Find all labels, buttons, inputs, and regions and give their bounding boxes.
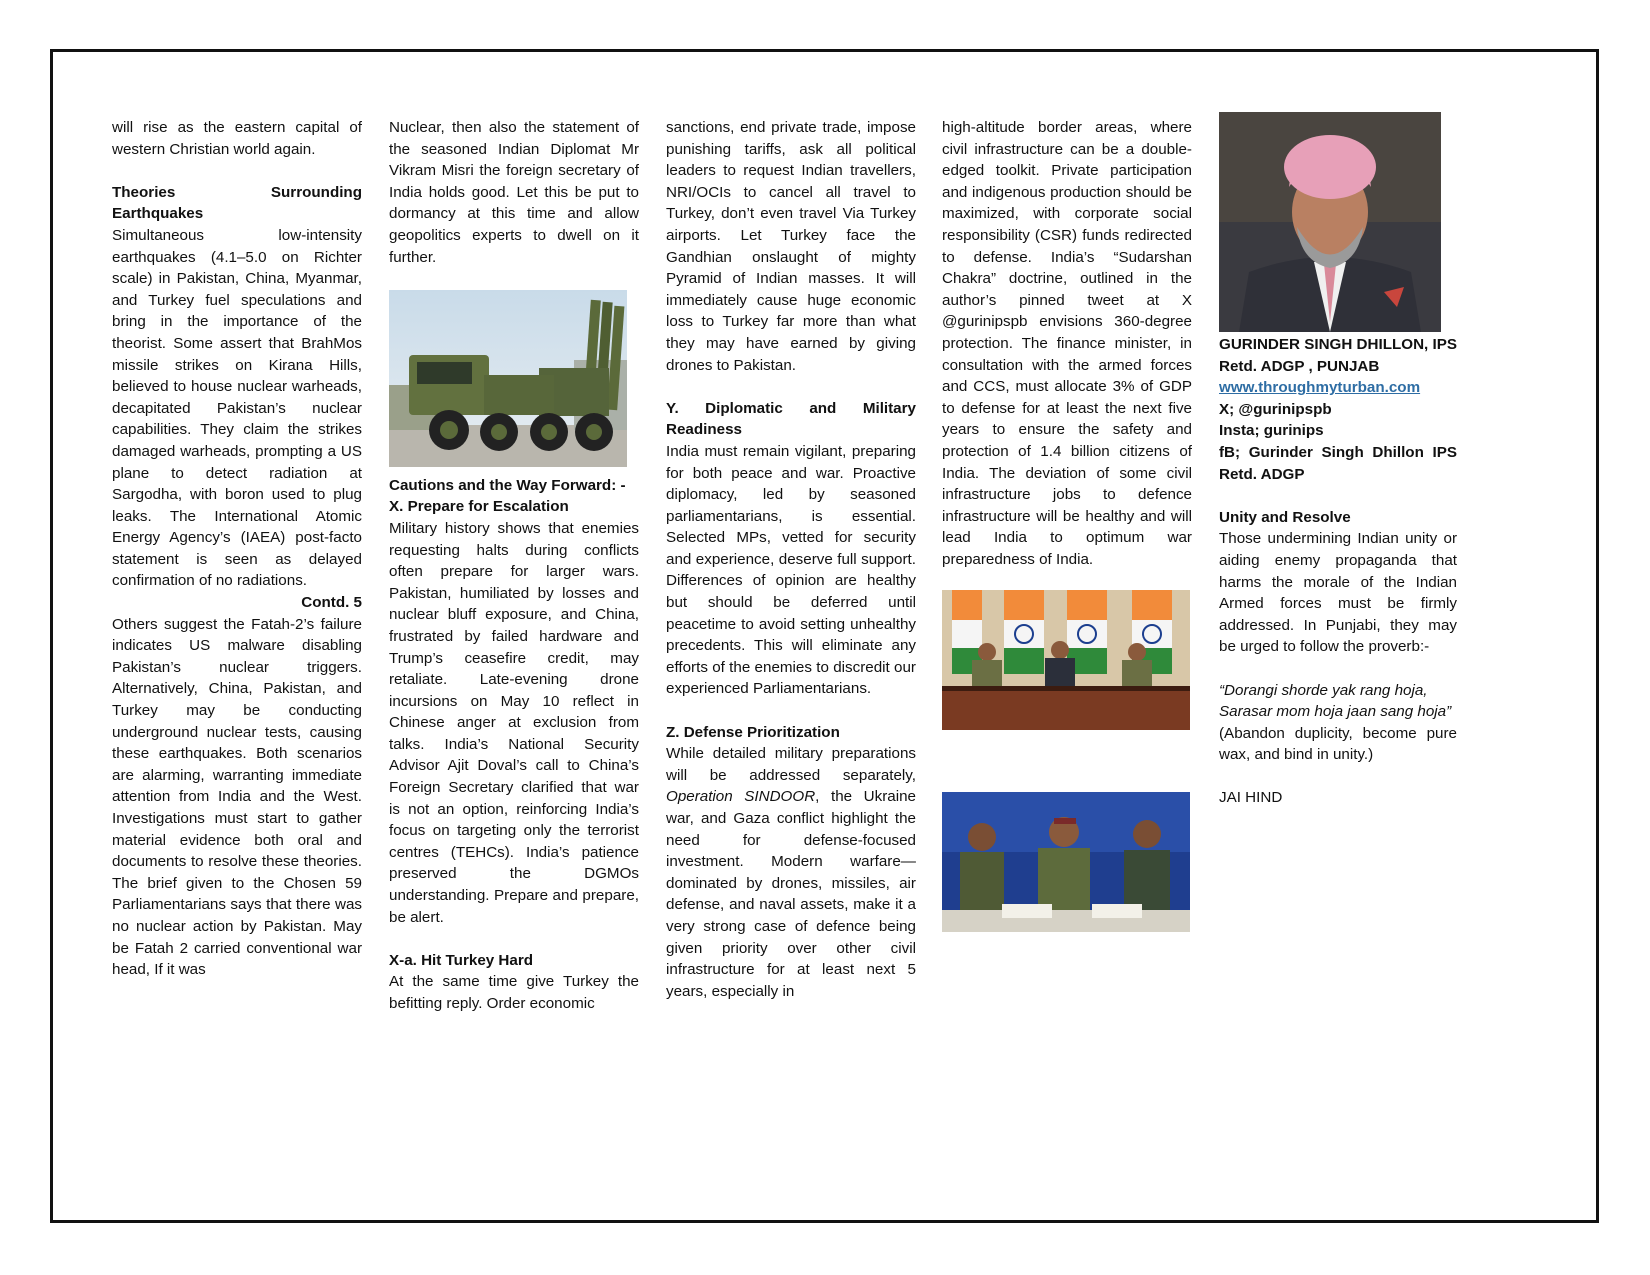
column-5 <box>1219 117 1457 809</box>
section-heading: X. Prepare for Escalation <box>389 498 569 516</box>
military-officers-illustration <box>942 792 1190 932</box>
section-heading: Y. Diplomatic and Military Readiness <box>666 399 916 439</box>
section-heading: Z. Defense Prioritization <box>666 723 840 741</box>
paragraph: will rise as the eastern capital of western Christian world again. <box>112 119 362 158</box>
paragraph: Military history shows that enemies requesting halts during conflicts often prepare for larger wars. Pakistan, humiliated by losses and nuclear bluff exposure, and China, frustrated by failed hardware and Trump’s ceasefire credit, may retaliate. Late-evening drone incursions on May 10 reflect in Chinese anger at exclusion from talks. India’s National Security Advisor Ajit Doval’s call to China’s Foreign Secretary clarified that war is not an option, reinforcing India’s focus on targeting only the terrorist centres (TEHCs). India’s patience preserved the DGMOs understanding. Prepare and prepare, be alert. <box>389 519 639 926</box>
column-4 <box>942 117 1192 932</box>
translation: (Abandon duplicity, become pure wax, and bind in unity.) <box>1219 724 1457 764</box>
paragraph: high-altitude border areas, where civil infrastructure can be a double-edged toolkit. Private participation and indigenous production should be maximized, with corporate social responsibility (CSR) funds redirected to defense. India’s “Sudarshan Chakra” doctrine, outlined in the author’s pinned tweet at X @gurinipspb envisions 360-degree protection. The finance minister, in consultation with the armed forces and CCS, must allocate 3% of GDP to defense for at least the next five years to ensure the safety and protection of 1.4 billion citizens of India. The deviation of some civil infrastructure jobs to defence infrastructure will be healthy and will lead India to optimum war preparedness of India. <box>942 119 1192 568</box>
author-portrait-illustration <box>1219 112 1441 332</box>
press-briefing-illustration <box>942 590 1190 730</box>
paragraph: sanctions, end private trade, impose punishing tariffs, ask all political leaders to request Indian travellers, NRI/OCIs to cancel all travel to Turkey, don’t even travel Via Turkey airports. Let Turkey face the Gandhian onslaught of mighty Pyramid of Indian masses. It will immediately cause huge economic loss to Turkey far more than what they may have earned by giving drones to Pakistan. <box>666 119 916 374</box>
proverb-quote <box>1219 680 1457 702</box>
paragraph <box>666 743 916 1002</box>
continued-marker: Contd. 5 <box>301 594 362 612</box>
x-handle: X; @gurinipspb <box>1219 400 1332 418</box>
facebook-handle: fB; Gurinder Singh Dhillon IPS Retd. ADGP <box>1219 443 1457 483</box>
instagram-handle: Insta; gurinips <box>1219 422 1324 440</box>
paragraph: India must remain vigilant, preparing for both peace and war. Proactive diplomacy, led by seasoned parliamentarians, is essential. Selected MPs, vetted for security and experience, deserve full support. Differences of opinion are healthy but should be deferred until peacetime to avoid setting unhealthy precedents. This will eliminate any efforts of the enemies to discredit our experienced Parliamentarians. <box>666 442 916 698</box>
section-heading: X-a. Hit Turkey Hard <box>389 951 534 969</box>
quote-line: “Dorangi shorde yak rang hoja, <box>1219 681 1428 699</box>
website-link[interactable]: www.throughmyturban.com <box>1219 379 1421 397</box>
missile-launcher-illustration <box>389 290 627 467</box>
author-name: GURINDER SINGH DHILLON, IPS <box>1219 336 1457 353</box>
military-officers-photo <box>942 792 1190 932</box>
signoff: JAI HIND <box>1219 789 1283 807</box>
column-1 <box>112 117 362 981</box>
proverb-quote <box>1219 701 1457 723</box>
text-run: While detailed military preparations will be addressed separately, <box>666 745 916 784</box>
missile-launcher-photo <box>389 290 627 467</box>
operation-name: Operation SINDOOR <box>666 788 816 806</box>
paragraph: At the same time give Turkey the befitting reply. Order economic <box>389 973 639 1012</box>
column-2 <box>389 117 639 1015</box>
quote-line: Sarasar mom hoja jaan sang hoja” <box>1219 703 1452 721</box>
text-run: , the Ukraine war, and Gaza conflict highlight the need for defense-focused investment. Modern warfare—dominated by drones, missiles, air defense, and naval assets, make it a very strong case of defence being given priority over other civil infrastructure for at least next 5 years, especially in <box>666 788 916 1000</box>
section-heading: Cautions and the Way Forward: - <box>389 476 626 494</box>
author-photo <box>1219 112 1441 332</box>
section-heading: Unity and Resolve <box>1219 508 1351 526</box>
paragraph: Nuclear, then also the statement of the seasoned Indian Diplomat Mr Vikram Misri the foreign secretary of India holds good. Let this be put to dormancy at this time and allow geopolitics experts to dwell on it further. <box>389 119 639 266</box>
press-briefing-photo <box>942 590 1190 730</box>
section-heading: Theories Surrounding Earthquakes <box>112 183 362 223</box>
paragraph: Others suggest the Fatah-2’s failure indicates US malware disabling Pakistan’s nuclear triggers. Alternatively, China, Pakistan, and Turkey may be conducting underground nuclear tests, causing these earthquakes. Both scenarios are alarming, warranting immediate attention from India and the West. Investigations must start to gather material evidence both oral and documents to resolve these theories. The brief given to the Chosen 59 Parliamentarians says that there was no nuclear action by Pakistan. May be Fatah 2 carried conventional war head, If it was <box>112 615 362 979</box>
column-3 <box>666 117 916 1002</box>
paragraph: Simultaneous low-intensity earthquakes (4.1–5.0 on Richter scale) in Pakistan, China, Myanmar, and Turkey fuel speculations and bring in the importance of the theorist. Some assert that BrahMos missile strikes on Kirana Hills, believed to house nuclear warheads, decapitated Pakistan’s nuclear capabilities. They claim the strikes damaged warheads, prompting a US plane to detect radiation at Sargodha, with boron used to plug leaks. The International Atomic Energy Agency’s (IAEA) post-facto statement is seen as delayed confirmation of no radiations. <box>112 226 362 590</box>
author-title: Retd. ADGP , PUNJAB <box>1219 357 1380 375</box>
paragraph: Those undermining Indian unity or aiding enemy propaganda that harms the morale of the Indian Armed forces must be firmly addressed. In Punjabi, they may be urged to follow the proverb:- <box>1219 530 1457 656</box>
